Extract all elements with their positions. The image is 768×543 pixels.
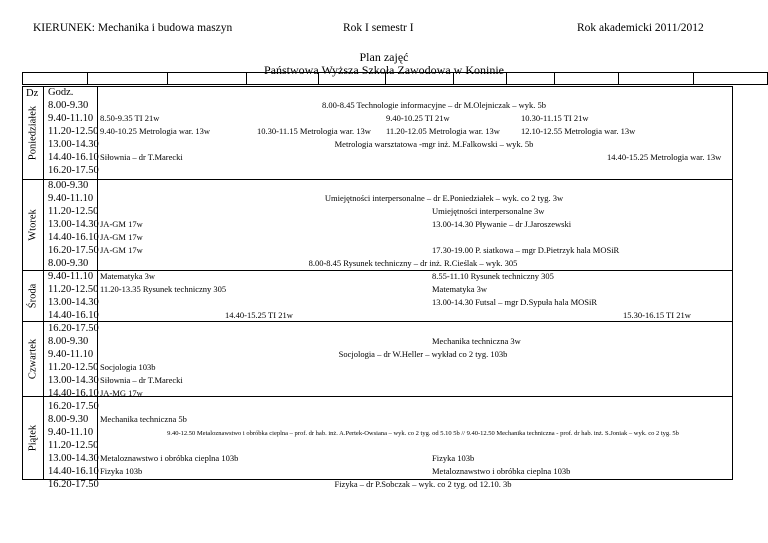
class-entry: 9.40-10.25 Metrologia war. 13w: [100, 126, 211, 136]
class-entry: Socjologia 103b: [100, 362, 156, 372]
time-slot: 13.00-14.30: [48, 297, 99, 308]
class-entry: 13.00-14.30 Pływanie – dr J.Jaroszewski: [432, 219, 572, 229]
class-entry: JA-GM 17w: [100, 245, 143, 255]
header-grid: [22, 72, 768, 85]
time-slot: 11.20-12.50: [48, 126, 99, 137]
class-entry: 17.30-19.00 P. siatkowa – mgr D.Pietrzyk hala MOSiR: [432, 245, 620, 255]
time-slot: 8.00-9.30: [48, 336, 89, 347]
class-entry: 13.00-14.30 Futsal – mgr D.Sypuła hala MOSiR: [432, 297, 598, 307]
time-slot: 13.00-14.30: [48, 453, 99, 464]
time-slot: 8.00-9.30: [48, 414, 89, 425]
day-wednesday: Środa: [27, 283, 39, 308]
class-entry: Socjologia – dr W.Heller – wykład co 2 tyg. 103b: [338, 349, 508, 359]
day-monday: Poniedziałek: [27, 105, 39, 161]
class-entry: Fizyka – dr P.Sobczak – wyk. co 2 tyg. od 12.10. 3b: [334, 479, 512, 489]
class-entry: 10.30-11.15 Metrologia war. 13w: [257, 126, 371, 136]
time-slot: 16.20-17.50: [48, 245, 99, 256]
class-entry: Fizyka 103b: [432, 453, 475, 463]
class-entry: Fizyka 103b: [100, 466, 143, 476]
time-slot: 14.40-16.10: [48, 232, 99, 243]
class-entry: Siłownia – dr T.Marecki: [100, 375, 183, 385]
class-entry: JA-MG 17w: [100, 388, 143, 398]
day-friday: Piątek: [27, 424, 39, 452]
time-slot: 13.00-14.30: [48, 139, 99, 150]
class-entry: Metaloznawstwo i obróbka cieplna 103b: [100, 453, 239, 463]
time-slot: 16.20-17.50: [48, 323, 99, 334]
class-entry: 9.40-10.25 TI 21w: [386, 113, 450, 123]
class-entry: JA-GM 17w: [100, 232, 143, 242]
time-slot: 16.20-17.50: [48, 401, 99, 412]
class-entry: 8.55-11.10 Rysunek techniczny 305: [432, 271, 554, 281]
time-slot: 14.40-16.10: [48, 310, 99, 321]
school-name: Państwowa Wyższa Szkoła Zawodowa w Koninie: [264, 63, 504, 77]
day-tuesday: Wtorek: [27, 208, 39, 241]
class-entry: Umiejętności interpersonalne 3w: [432, 206, 545, 216]
class-entry: 8.00-8.45 Rysunek techniczny – dr inż. R.Cieślak – wyk. 305: [308, 258, 518, 268]
academic-year: Rok akademicki 2011/2012: [577, 22, 704, 34]
day-thursday: Czwartek: [27, 338, 39, 379]
class-entry: 8.00-8.45 Technologie informacyjne – dr M.Olejniczak – wyk. 5b: [322, 100, 546, 110]
class-entry: Mechanika techniczna 3w: [432, 336, 521, 346]
class-entry: Umiejętności interpersonalne – dr E.Poniedziałek – wyk. co 2 tyg. 3w: [324, 193, 564, 203]
time-slot: 9.40-11.10: [48, 427, 94, 438]
time-slot: 11.20-12.50: [48, 440, 99, 451]
time-slot: 9.40-11.10: [48, 271, 94, 282]
class-entry: 14.40-15.25 Metrologia war. 13w: [607, 152, 722, 162]
class-entry: Matematyka 3w: [100, 271, 155, 281]
class-entry: Metaloznawstwo i obróbka cieplna 103b: [432, 466, 571, 476]
class-entry: Matematyka 3w: [432, 284, 487, 294]
class-entry: 8.50-9.35 TI 21w: [100, 113, 160, 123]
class-entry: 11.20-13.35 Rysunek techniczny 305: [100, 284, 227, 294]
plan-title: Plan zajęć: [359, 50, 409, 64]
class-entry: 12.10-12.55 Metrologia war. 13w: [521, 126, 636, 136]
class-entry: Metrologia warsztatowa -mgr inż. M.Falkowski – wyk. 5b: [334, 139, 534, 149]
time-slot: 14.40-16.10: [48, 152, 99, 163]
class-entry: 11.20-12.05 Metrologia war. 13w: [386, 126, 500, 136]
class-entry: Mechanika techniczna 5b: [100, 414, 187, 424]
program-name: KIERUNEK: Mechanika i budowa maszyn: [33, 22, 233, 34]
hours-header: Godz.: [48, 87, 74, 98]
class-entry: 15.30-16.15 TI 21w: [623, 310, 691, 320]
time-slot: 11.20-12.50: [48, 284, 99, 295]
class-entry: JA-GM 17w: [100, 219, 143, 229]
class-entry: Siłownia – dr T.Marecki: [100, 152, 183, 162]
time-slot: 16.20-17.50: [48, 165, 99, 176]
time-slot: 14.40-16.10: [48, 466, 99, 477]
time-slot: 13.00-14.30: [48, 375, 99, 386]
time-slot: 9.40-11.10: [48, 193, 94, 204]
time-slot: 16.20-17.50: [48, 479, 99, 490]
time-slot: 8.00-9.30: [48, 100, 89, 111]
time-slot: 13.00-14.30: [48, 219, 99, 230]
year-semester: Rok I semestr I: [343, 22, 414, 34]
time-slot: 9.40-11.10: [48, 113, 94, 124]
class-entry: 14.40-15.25 TI 21w: [225, 310, 293, 320]
day-column-label: Dz: [26, 88, 39, 99]
time-slot: 11.20-12.50: [48, 206, 99, 217]
time-slot: 14.40-16.10: [48, 388, 99, 399]
schedule-table: [22, 86, 733, 490]
time-slot: 11.20-12.50: [48, 362, 99, 373]
class-entry: 10.30-11.15 TI 21w: [521, 113, 589, 123]
time-slot: 8.00-9.30: [48, 258, 89, 269]
time-slot: 9.40-11.10: [48, 349, 94, 360]
class-entry: 9.40-12.50 Metaloznawstwo i obróbka cieplna – prof. dr hab. inż. A.Pertek-Owsiana – wyk. co 2 tyg. od 5.10 5b // 9.40-12.50 Mechanika techniczna - prof. dr hab. inż. S.Joniak – wyk. co 2 tyg. 5b: [167, 430, 679, 437]
time-slot: 8.00-9.30: [48, 180, 89, 191]
